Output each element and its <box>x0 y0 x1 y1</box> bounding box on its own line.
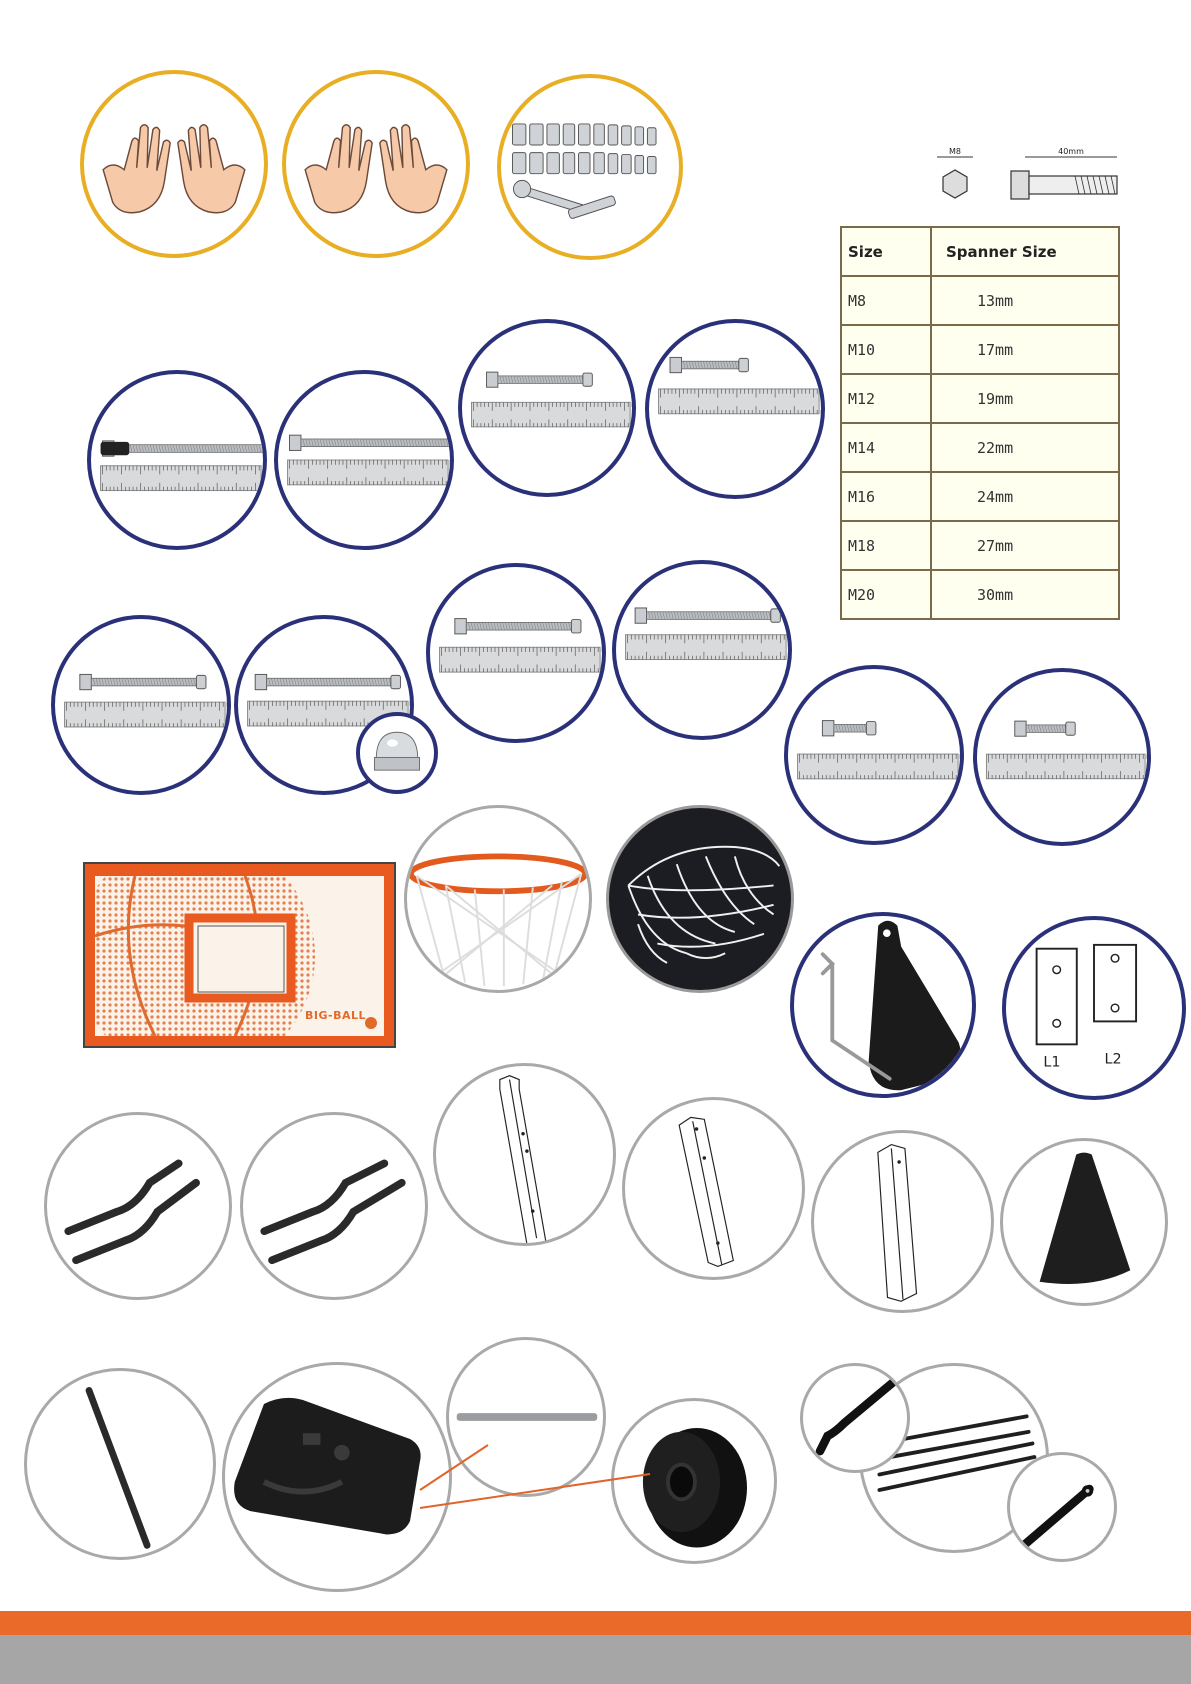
hex-head-icon <box>943 170 967 198</box>
spanner-cell: 22mm <box>931 423 1119 472</box>
pole-pad-icon <box>1003 1141 1165 1303</box>
bolt-length-label: 40mm <box>1058 147 1084 156</box>
leg-end-circle-2 <box>1007 1452 1117 1562</box>
footer-bar <box>0 1635 1191 1684</box>
header-size: Size <box>841 227 931 276</box>
leg-end-circle-1 <box>800 1363 910 1473</box>
size-cell: M20 <box>841 570 931 619</box>
table-row <box>841 374 1119 423</box>
bolt-circle <box>87 370 267 550</box>
size-cell: M18 <box>841 521 931 570</box>
curved-tube-icon <box>243 1115 425 1297</box>
bolt-circle <box>426 563 606 743</box>
bolt-and-ruler-icon <box>278 374 450 546</box>
header-spanner-size: Spanner Size <box>931 227 1119 276</box>
bolt-and-ruler-icon <box>616 564 788 736</box>
table-row <box>841 276 1119 325</box>
table-row <box>841 423 1119 472</box>
basketball-rim-icon <box>407 808 589 990</box>
hands-icon-circle-2 <box>282 70 470 258</box>
pole-circle-2 <box>622 1097 805 1280</box>
bolt-circle <box>458 319 636 497</box>
plate-l1-icon <box>1037 949 1077 1045</box>
table-row <box>841 570 1119 619</box>
spanner-cell: 27mm <box>931 521 1119 570</box>
plate-l2-label: L2 <box>1104 1051 1122 1068</box>
spanner-size-table <box>840 226 1120 620</box>
bolt-shank-icon <box>1029 176 1117 194</box>
wheel-circle <box>611 1398 777 1564</box>
plate-l2-icon <box>1094 945 1136 1022</box>
table-row <box>841 472 1119 521</box>
backboard-image <box>83 862 396 1048</box>
support-bar-circle <box>24 1368 216 1560</box>
bolt-circle <box>274 370 454 550</box>
spanner-cell: 24mm <box>931 472 1119 521</box>
table-header-row <box>841 227 1119 276</box>
spanner-cell: 17mm <box>931 325 1119 374</box>
table-row <box>841 521 1119 570</box>
hex-size-label: M8 <box>949 147 961 156</box>
spanner-cell: 19mm <box>931 374 1119 423</box>
plates-circle <box>1002 916 1186 1100</box>
axle-circle <box>446 1337 606 1497</box>
pole-circle-3 <box>811 1130 994 1313</box>
size-cell: M16 <box>841 472 931 521</box>
base-circle <box>222 1362 452 1592</box>
size-cell: M12 <box>841 374 931 423</box>
curved-tube-circle-1 <box>44 1112 232 1300</box>
hands-icon-circle-1 <box>80 70 268 258</box>
curved-tube-circle-2 <box>240 1112 428 1300</box>
wheel-icon <box>614 1401 774 1561</box>
table-row <box>841 325 1119 374</box>
spanner-cell: 13mm <box>931 276 1119 325</box>
hands-icon <box>84 74 264 254</box>
net-circle <box>606 805 794 993</box>
bolt-circle <box>973 668 1151 846</box>
hands-icon <box>286 74 466 254</box>
cap-nut-circle <box>356 712 438 794</box>
pole-section-icon <box>436 1066 613 1243</box>
pole-pad-circle <box>1000 1138 1168 1306</box>
plate-l1-label: L1 <box>1043 1054 1061 1071</box>
footer-accent-bar <box>0 1611 1191 1635</box>
bolt-and-ruler-icon <box>430 567 602 739</box>
bent-end-icon <box>803 1366 907 1470</box>
bolt-and-ruler-icon <box>788 669 960 841</box>
size-cell: M14 <box>841 423 931 472</box>
bolt-circle <box>612 560 792 740</box>
bolt-and-ruler-icon <box>55 619 227 791</box>
bracket-circle <box>790 912 976 1098</box>
support-bar-icon <box>27 1371 213 1557</box>
rim-circle <box>404 805 592 993</box>
size-cell: M10 <box>841 325 931 374</box>
bolt-circle <box>51 615 231 795</box>
pole-circle-1 <box>433 1063 616 1246</box>
mounting-bracket-icon <box>794 916 972 1094</box>
bolt-circle <box>645 319 825 499</box>
axle-rod-icon <box>449 1340 603 1494</box>
flat-end-icon <box>1010 1455 1114 1559</box>
size-cell: M8 <box>841 276 931 325</box>
bolt-circle <box>784 665 964 845</box>
bolt-and-ruler-icon <box>977 672 1147 842</box>
spanner-cell: 30mm <box>931 570 1119 619</box>
base-unit-icon <box>225 1365 449 1589</box>
plates-diagram <box>1006 920 1182 1096</box>
bolt-dimension-diagram <box>935 145 1125 215</box>
bolt-and-ruler-icon <box>649 323 821 495</box>
basketball-net-icon <box>609 808 791 990</box>
socket-wrench-icon <box>501 78 679 256</box>
cap-nut-icon <box>360 716 434 790</box>
pole-section-icon <box>814 1133 991 1310</box>
curved-tube-icon <box>47 1115 229 1297</box>
backboard-panel <box>95 876 384 1036</box>
pole-section-icon <box>625 1100 802 1277</box>
brand-logo: BIG-BALL <box>305 1009 366 1022</box>
bolt-and-ruler-icon <box>91 374 263 546</box>
bolt-and-ruler-icon <box>462 323 632 493</box>
socket-set-circle <box>497 74 683 260</box>
